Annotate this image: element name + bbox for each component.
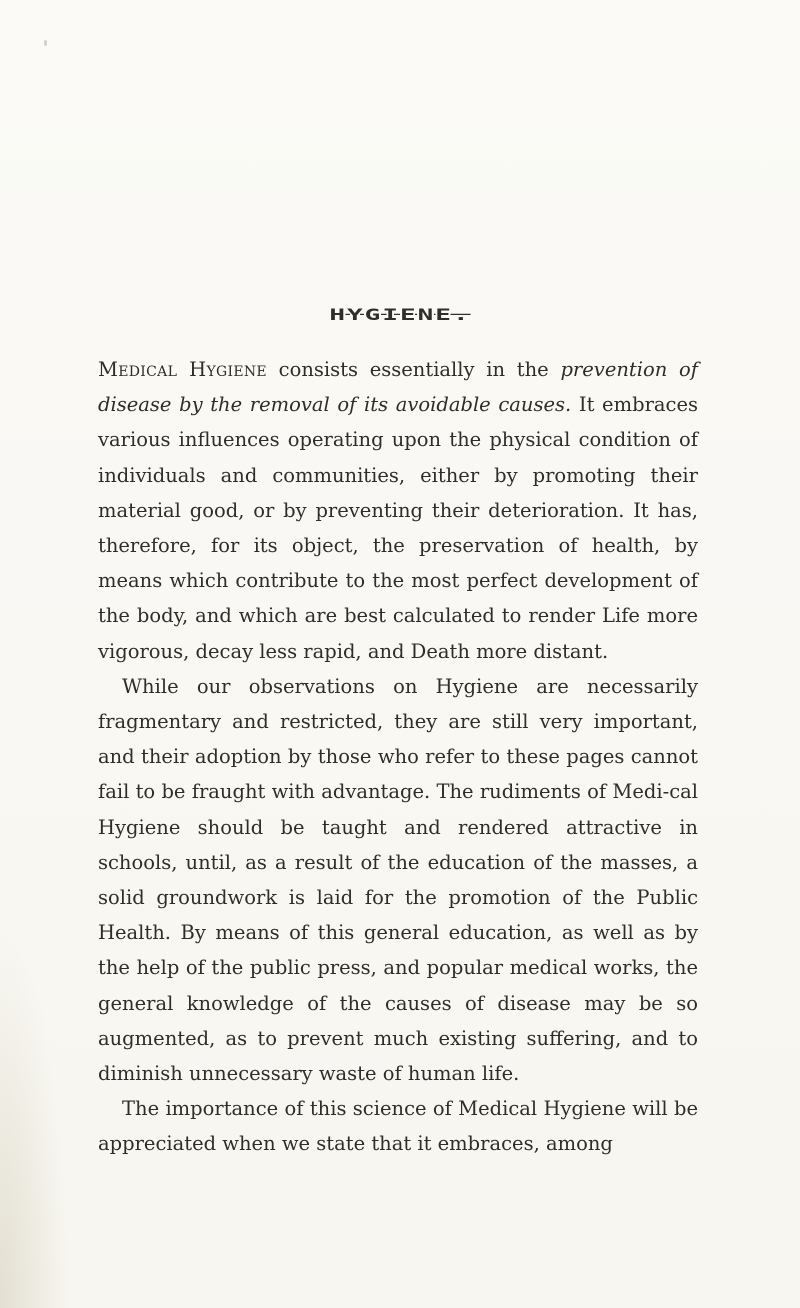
paragraph-2: While our observations on Hygiene are necessarily fragmentary and restricted, they are still very important, and their adoption by those who refer to these pages cannot fail to be fraught with advantage. The rudiments of Medi-cal Hygiene should be taught and rendered attractive in schools, until, as a result of the education of the masses, a solid groundwork is laid for the promotion of the Public Health. By means of this general education, as well as by the help of the public press, and popular medical works, the general knowledge of the causes of disease may be so augmented, as to prevent much existing suffering, and to diminish unnecessary waste of human life.: [98, 674, 698, 1086]
paragraph-1-text-before: consists essentially in the: [266, 358, 561, 381]
lead-words: Medical Hygiene: [98, 358, 267, 381]
paragraph-1-text-after: It embraces various influences operating upon the physical condition of individuals and communities, either by promoting their material good, or by preventing their deterioration. It has, therefore, for its object, the preservation of health, by means which contribute to the most perfect development of the body, and which are best calculated to render Life more vigorous, decay less rapid, and Death more distant.: [98, 393, 698, 663]
paper-speck: [44, 40, 47, 46]
definition-italic: prevention of disease by the removal of its avoidable causes.: [98, 358, 698, 417]
body-text: [98, 352, 698, 1162]
paragraph-1: [98, 352, 698, 669]
paragraph-3: The importance of this science of Medical Hygiene will be appreciated when we state that it embraces, among: [98, 1097, 698, 1156]
heading-text: HYGIENE.: [329, 305, 471, 325]
section-heading: [0, 298, 800, 332]
page-edge-shadow: [0, 928, 70, 1308]
